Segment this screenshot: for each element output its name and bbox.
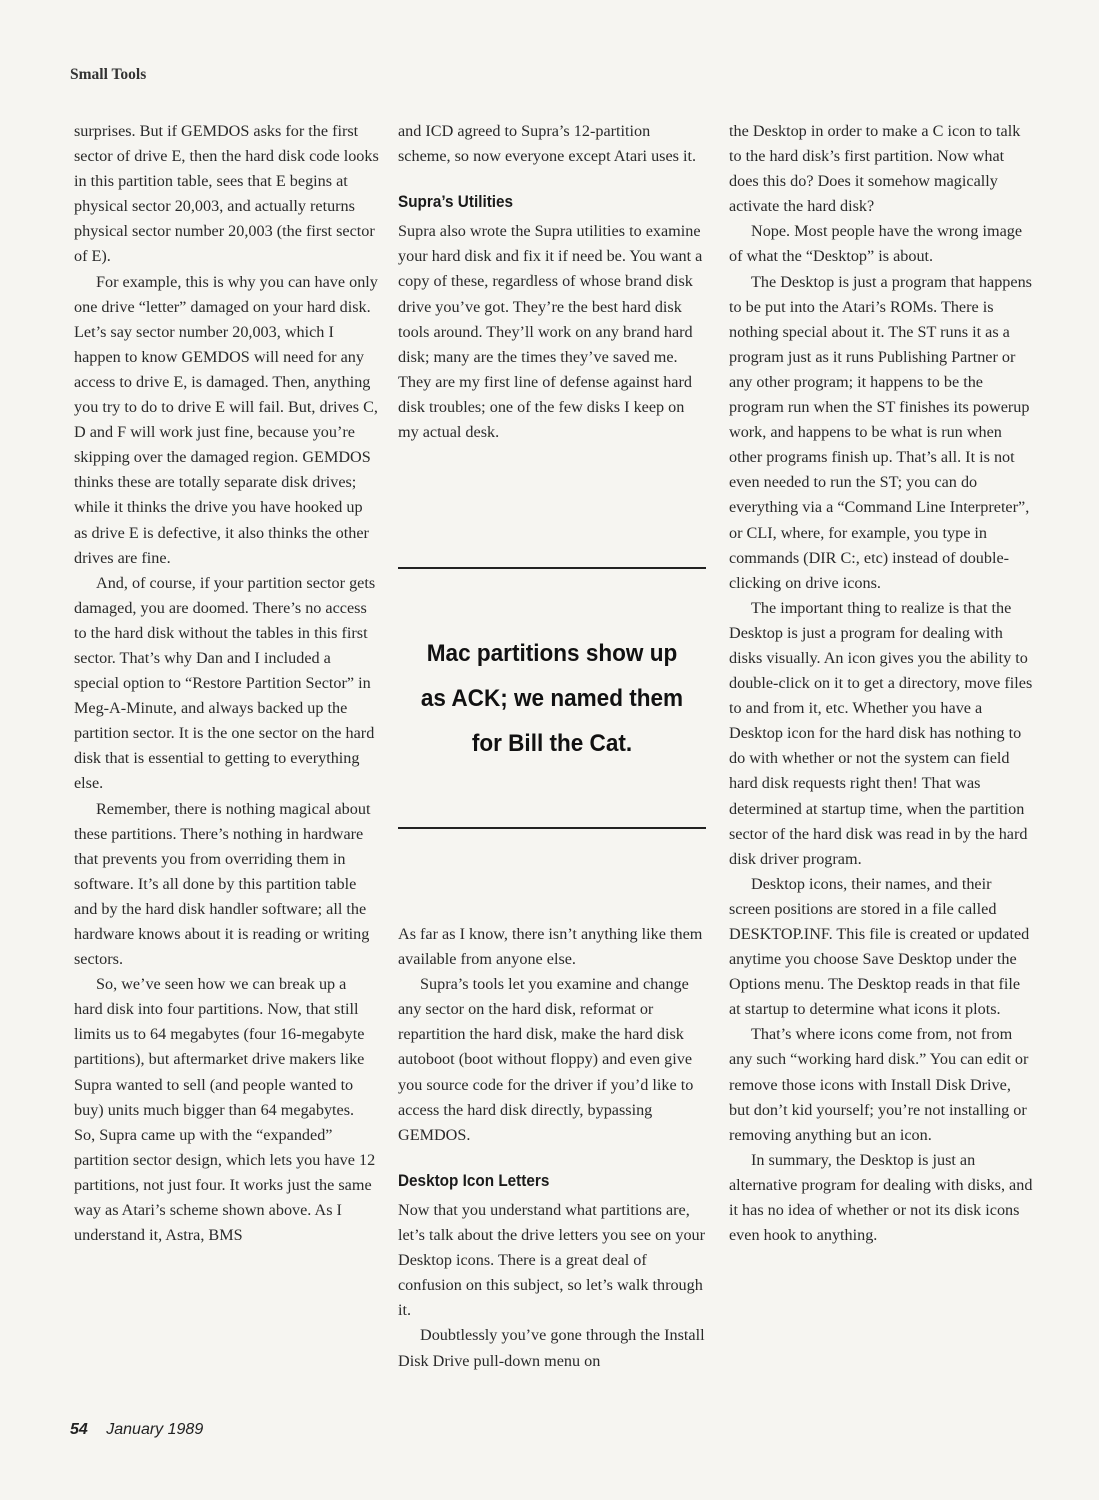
paragraph: That’s where icons come from, not from any such “working hard disk.” You can edit or remove those icons with Install Disk Drive, but don’t kid yourself; you’re not installing or removing anything but an icon.	[729, 1025, 1029, 1144]
paragraph: the Desktop in order to make a C icon to talk to the hard disk’s first partition. Now what does this do? Does it somehow magically activate the hard disk?	[729, 122, 1021, 216]
column-3	[729, 119, 1034, 1248]
paragraph: And, of course, if your partition sector gets damaged, you are doomed. There’s no access to the hard disk without the tables in this first sector. That’s why Dan and I included a special option to “Restore Partition Sector” in Meg-A-Minute, and always backed up the partition sector. It is the one sector on the hard disk that is essential to getting to everything else.	[74, 573, 376, 793]
paragraph: Now that you understand what partitions are, let’s talk about the drive letters you see on your Desktop icons. There is a great deal of confusion on this subject, so let’s walk through it.	[398, 1200, 706, 1320]
page-number: 54	[70, 1421, 88, 1438]
paragraph: Supra also wrote the Supra utilities to examine your hard disk and fix it if need be. You want a copy of these, regardless of whose brand disk drive you’ve got. They’re the best hard disk tools around. They’ll work on any brand hard disk; many are the times they’ve saved me. They are my first line of defense against hard disk troubles; one of the few disks I keep on my actual desk.	[398, 222, 703, 442]
paragraph: Remember, there is nothing magical about these partitions. There’s nothing in hardware that prevents you from overriding them in software. It’s all done by this partition table and by the hard disk handler software; all the hardware knows about it is reading or writing sectors.	[74, 799, 371, 969]
column-1	[74, 119, 379, 1248]
paragraph: Nope. Most people have the wrong image of what the “Desktop” is about.	[729, 222, 1023, 266]
paragraph: surprises. But if GEMDOS asks for the first sector of drive E, then the hard disk code looks in this partition table, sees that E begins at physical sector 20,003, and actually returns physical sector number 20,003 (the first sector of E).	[74, 122, 379, 266]
page-footer	[70, 1421, 203, 1439]
paragraph: As far as I know, there isn’t anything like them available from anyone else.	[398, 925, 703, 969]
subheading-supras-utilities: Supra’s Utilities	[398, 192, 514, 212]
pull-quote-text: Mac partitions show up as ACK; we named them for Bill the Cat.	[420, 639, 684, 757]
paragraph: So, we’ve seen how we can break up a hard disk into four partitions. Now, that still limits us to 64 megabytes (four 16-megabyte partitions), but aftermarket drive makers like Supra wanted to sell (and people wanted to buy) units much bigger than 64 megabytes. So, Supra came up with the “expanded” partition sector design, which lets you have 12 partitions, not just four. It works just the same way as Atari’s scheme shown above. As I understand it, Astra, BMS	[74, 975, 376, 1245]
column-2-bottom	[398, 922, 708, 1374]
paragraph: The Desktop is just a program that happens to be put into the Atari’s ROMs. There is nothing special about it. The ST runs it as a program just as it runs Publishing Partner or any other program; it happens to be the program run when the ST finishes its powerup work, and happens to be what is run when other programs finish up. That’s all. It is not even needed to run the ST; you can do everything via a “Command Line Interpreter”, or CLI, where, for example, you type in commands (DIR C:, etc) instead of double-clicking on drive icons.	[729, 272, 1032, 592]
paragraph: Desktop icons, their names, and their screen positions are stored in a file called DESKTOP.INF. This file is created or updated anytime you choose Save Desktop under the Options menu. The Desktop reads in that file at startup to determine what icons it plots.	[729, 874, 1030, 1019]
paragraph: Doubtlessly you’ve gone through the Install Disk Drive pull-down menu on	[398, 1326, 705, 1370]
column-2-top	[398, 119, 703, 445]
paragraph: The important thing to realize is that the Desktop is just a program for dealing with disks visually. An icon gives you the ability to double-click on it to get a directory, move files to and from it, etc. Whether you have a Desktop icon for the hard disk has nothing to do with whether or not the system can field hard disk requests right then! That was determined at startup time, when the partition sector of the hard disk was read in by the hard disk driver program.	[729, 598, 1033, 868]
issue-date: January 1989	[106, 1421, 204, 1438]
pull-quote	[398, 567, 706, 829]
paragraph: For example, this is why you can have only one drive “letter” damaged on your hard disk. Let’s say sector number 20,003, which I happen to know GEMDOS will need for any access to drive E, is damaged. Then, anything you try to do to drive E will fail. But, drives C, D and F will work just fine, because you’re skipping over the damaged region. GEMDOS thinks these are totally separate disk drives; while it thinks the drive you have hooked up as drive E is defective, it also thinks the other drives are fine.	[74, 272, 378, 567]
paragraph: In summary, the Desktop is just an alternative program for dealing with disks, and it has no idea of whether or not its disk icons even hook to anything.	[729, 1150, 1033, 1245]
paragraph: and ICD agreed to Supra’s 12-partition scheme, so now everyone except Atari uses it.	[398, 122, 697, 166]
running-head: Small Tools	[70, 66, 147, 83]
paragraph: Supra’s tools let you examine and change any sector on the hard disk, reformat or repartition the hard disk, make the hard disk autoboot (boot without floppy) and even give you source code for the driver if you’d like to access the hard disk directly, bypassing GEMDOS.	[398, 975, 694, 1144]
subheading-desktop-icon-letters: Desktop Icon Letters	[398, 1170, 550, 1190]
